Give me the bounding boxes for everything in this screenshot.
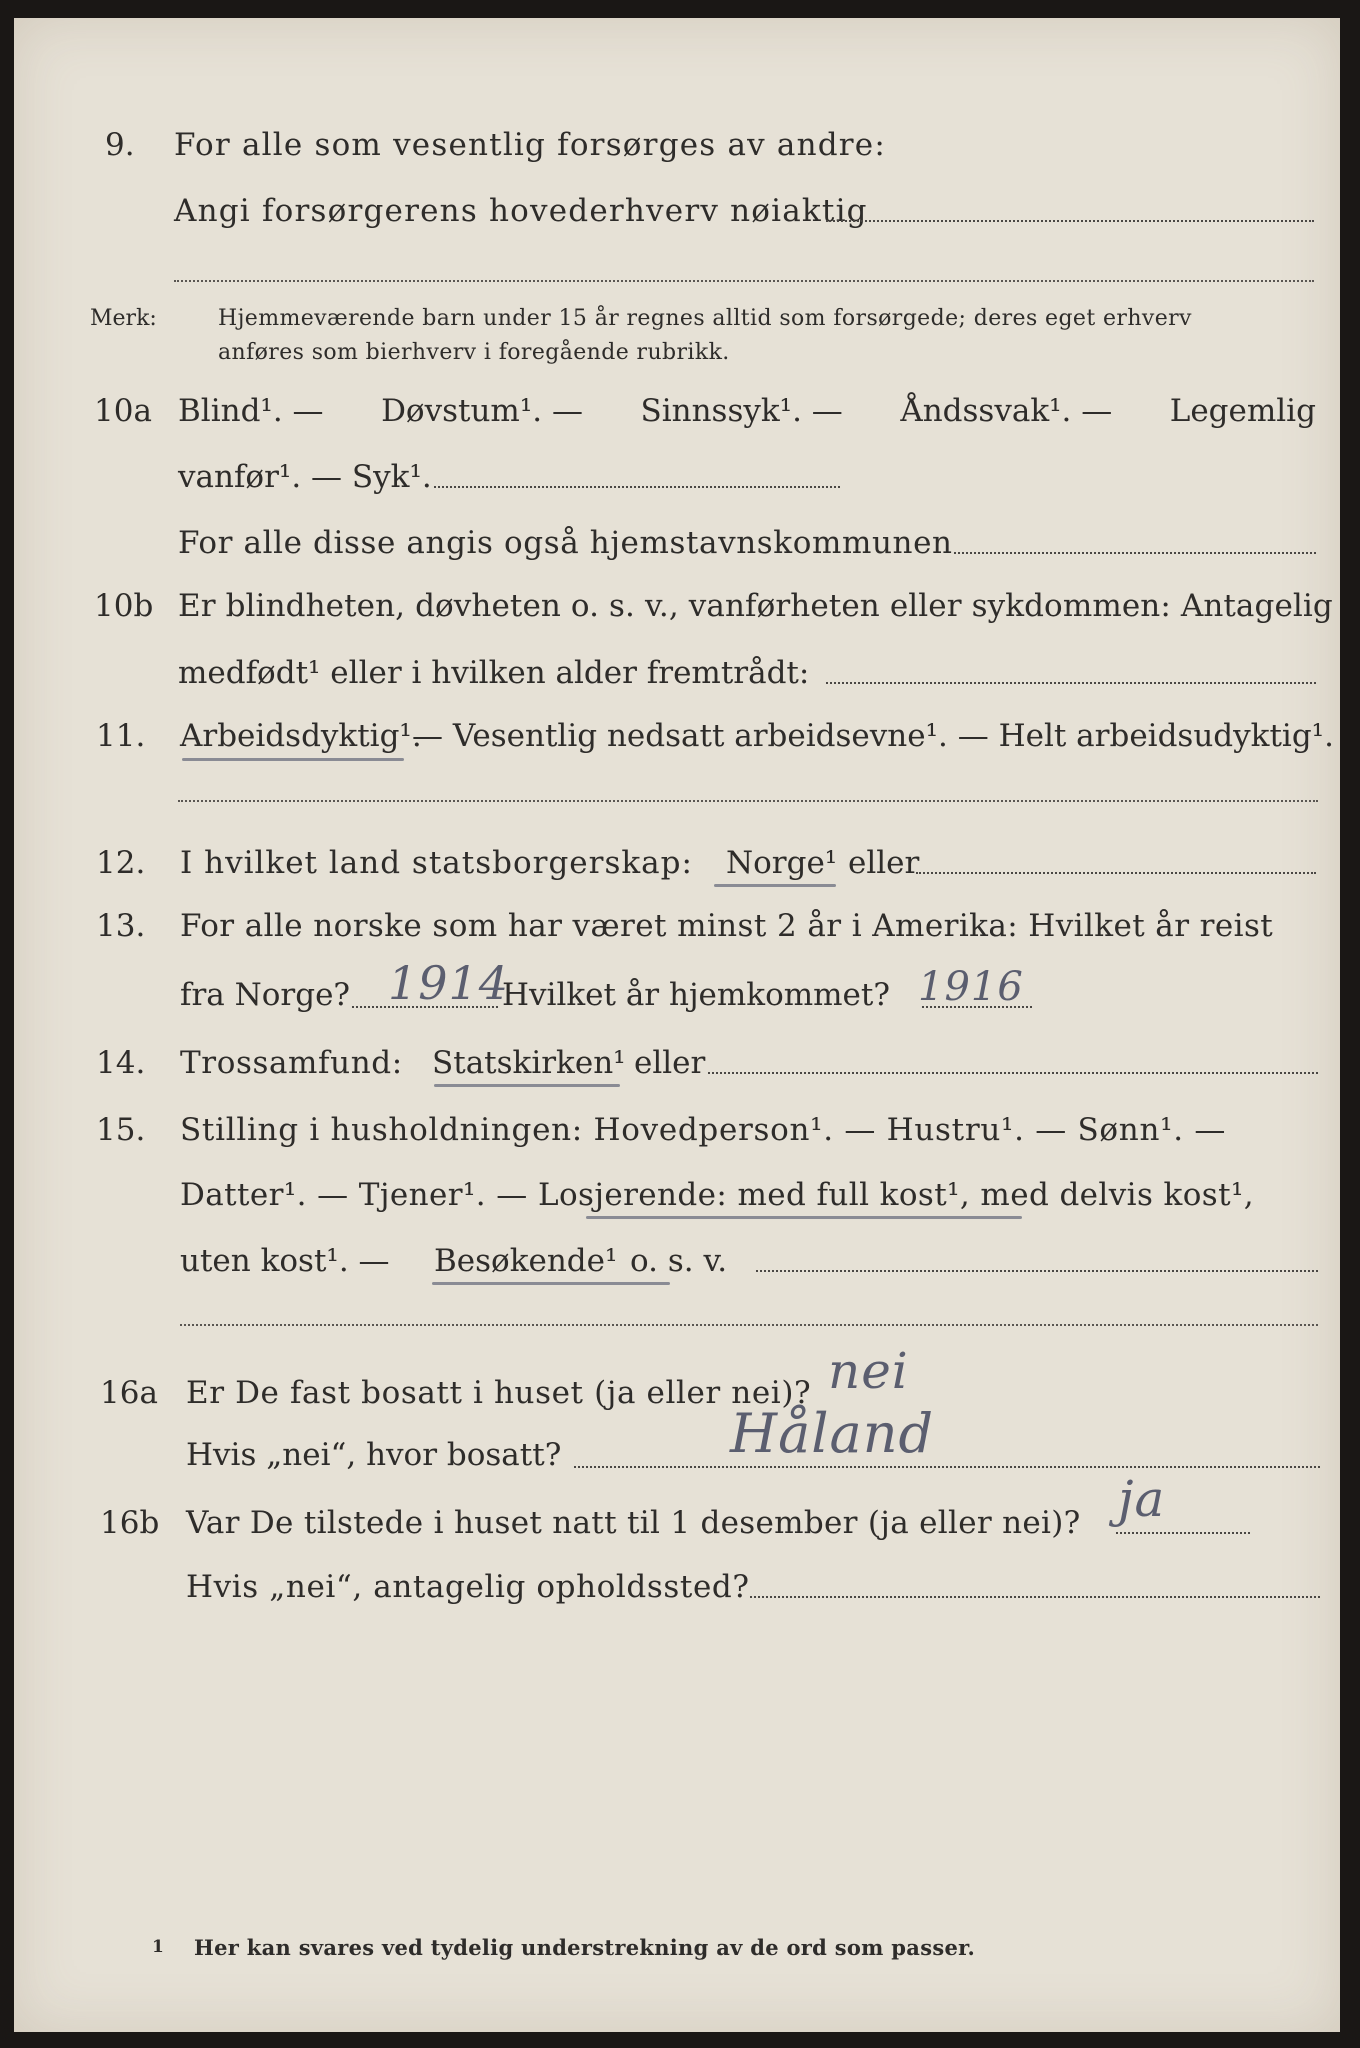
question-text: Hvis „nei“, antagelig opholdssted? bbox=[186, 1569, 750, 1605]
question-text: fra Norge? bbox=[180, 977, 351, 1013]
question-text: I hvilket land statsborgerskap: bbox=[180, 845, 693, 881]
question-text: eller bbox=[848, 845, 920, 881]
option-andssvak: Åndssvak¹. — bbox=[900, 393, 1113, 429]
question-number: 9. bbox=[105, 127, 135, 163]
answer-line bbox=[174, 280, 1314, 282]
footnote-mark: 1 bbox=[152, 1937, 164, 1957]
footnote-text: Her kan svares ved tydelig understrekning av de ord som passer. bbox=[194, 1935, 976, 1960]
handwritten-underline bbox=[432, 1282, 670, 1285]
answer-line bbox=[826, 682, 1316, 684]
option-dovstum: Døvstum¹. — bbox=[381, 393, 583, 429]
handwritten-underline bbox=[714, 884, 836, 887]
question-text: — Vesentlig nedsatt arbeidsevne¹. — Helt arbeidsudyktig¹. bbox=[412, 718, 1334, 754]
note-text: anføres som bierhverv i foregående rubrikk. bbox=[218, 340, 730, 365]
question-text: For alle som vesentlig forsørges av andre: bbox=[174, 127, 886, 163]
answer-line bbox=[434, 486, 840, 488]
answer-line bbox=[708, 1072, 1318, 1074]
option-norge: Norge¹ bbox=[726, 845, 838, 881]
question-text: Trossamfund: bbox=[180, 1045, 403, 1081]
note-label: Merk: bbox=[90, 306, 157, 331]
options bbox=[178, 393, 1316, 429]
question-number: 11. bbox=[96, 718, 146, 754]
option-legemlig: Legemlig bbox=[1169, 393, 1316, 429]
option-arbeidsdyktig: Arbeidsdyktig¹. bbox=[180, 718, 422, 754]
question-text: o. s. v. bbox=[630, 1243, 728, 1279]
question-number: 10a bbox=[94, 393, 152, 429]
question-text: Er blindheten, døvheten o. s. v., vanførheten eller sykdommen: Antagelig bbox=[178, 588, 1333, 624]
handwritten-underline bbox=[434, 1084, 620, 1087]
handwritten-underline bbox=[182, 758, 404, 761]
question-text: eller bbox=[634, 1045, 706, 1081]
question-text: medfødt¹ eller i hvilken alder fremtrådt: bbox=[178, 655, 810, 691]
option-statskirken: Statskirken¹ bbox=[432, 1045, 626, 1081]
answer-line bbox=[826, 220, 1314, 222]
option-blind: Blind¹. — bbox=[178, 393, 324, 429]
question-text: Stilling i husholdningen: Hovedperson¹. — Hustru¹. — Sønn¹. — bbox=[180, 1112, 1227, 1148]
census-form-page bbox=[14, 18, 1340, 2032]
question-text: Datter¹. — Tjener¹. — Losjerende: med full kost¹, med delvis kost¹, bbox=[180, 1177, 1255, 1213]
option-besokende: Besøkende¹ bbox=[434, 1243, 618, 1279]
handwritten-underline bbox=[586, 1216, 1022, 1219]
answer-line bbox=[756, 1270, 1318, 1272]
question-text: For alle disse angis også hjemstavnskommunen bbox=[178, 525, 953, 561]
question-text: Er De fast bosatt i huset (ja eller nei)? bbox=[186, 1375, 812, 1411]
question-text: For alle norske som har været minst 2 år i Amerika: Hvilket år reist bbox=[180, 908, 1274, 944]
handwritten-answer-emigrated-year: 1914 bbox=[388, 956, 510, 1010]
question-text: Angi forsørgerens hovederhverv nøiaktig bbox=[174, 193, 868, 229]
handwritten-answer-returned-year: 1916 bbox=[918, 964, 1024, 1010]
handwritten-answer-bosatt-sted: Håland bbox=[730, 1402, 935, 1465]
question-number: 16b bbox=[100, 1505, 160, 1541]
answer-line bbox=[916, 872, 1316, 874]
question-text: Hvilket år hjemkommet? bbox=[502, 977, 890, 1013]
answer-line bbox=[178, 800, 1318, 802]
question-number: 15. bbox=[96, 1112, 146, 1148]
option-sinnssyk: Sinnssyk¹. — bbox=[640, 393, 843, 429]
answer-line bbox=[574, 1466, 1320, 1468]
answer-line bbox=[1116, 1532, 1250, 1534]
handwritten-answer-tilstede: ja bbox=[1118, 1470, 1166, 1528]
answer-line bbox=[750, 1596, 1320, 1598]
question-text: Hvis „nei“, hvor bosatt? bbox=[186, 1437, 562, 1473]
note-text: Hjemmeværende barn under 15 år regnes alltid som forsørgede; deres eget erhverv bbox=[218, 306, 1192, 331]
question-number: 16a bbox=[100, 1375, 158, 1411]
question-text: vanfør¹. — Syk¹. bbox=[178, 459, 432, 495]
answer-line bbox=[180, 1324, 1318, 1326]
handwritten-answer-fast-bosatt: nei bbox=[828, 1342, 909, 1400]
question-number: 10b bbox=[94, 588, 154, 624]
question-text: uten kost¹. — bbox=[180, 1243, 390, 1279]
question-number: 13. bbox=[96, 908, 146, 944]
question-number: 14. bbox=[96, 1045, 146, 1081]
question-number: 12. bbox=[96, 845, 146, 881]
question-text: Var De tilstede i huset natt til 1 desember (ja eller nei)? bbox=[186, 1505, 1081, 1541]
answer-line bbox=[954, 552, 1316, 554]
